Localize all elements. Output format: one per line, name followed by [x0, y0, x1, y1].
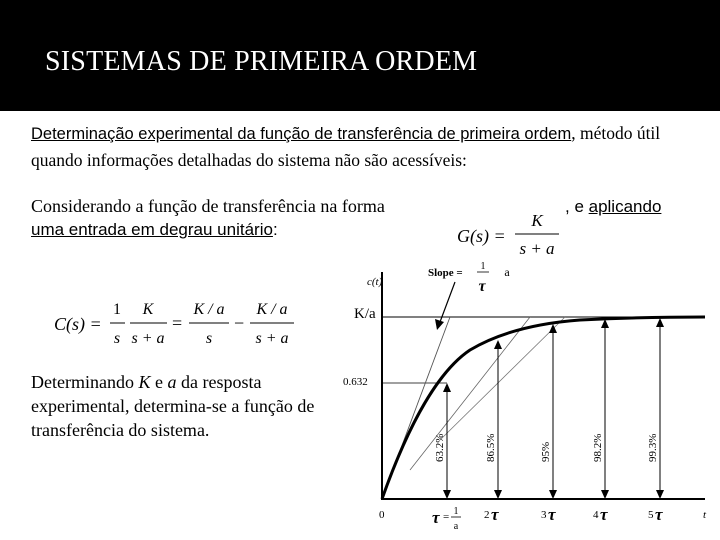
slope-tau: τ — [478, 278, 486, 295]
tau-equals: = — [443, 511, 450, 523]
consider-after-underlined: aplicando — [588, 197, 662, 216]
slope-num: 1 — [480, 261, 486, 272]
y-axis-label: c(t) — [367, 276, 383, 288]
tick-4tau-sym: τ — [600, 505, 608, 524]
percent-marker-1 — [434, 383, 451, 499]
tick-5tau-coef: 5 — [648, 509, 654, 521]
slope-a: a — [504, 265, 510, 279]
level-632-label: 0.632 — [343, 376, 368, 388]
step-input-suffix: : — [272, 220, 278, 239]
x-axis-label: t — [703, 509, 707, 521]
percent-label-3: 95% — [540, 441, 552, 462]
slope-arrow — [440, 282, 455, 322]
tick-3tau-sym: τ — [548, 505, 556, 524]
percent-label-1: 63.2% — [434, 433, 446, 462]
c-f3-den: s — [205, 330, 213, 347]
step-input-underlined: uma entrada em degrau unitário — [31, 220, 273, 239]
tau-den: a — [453, 521, 459, 532]
c-f1-den: s — [113, 330, 121, 347]
c-f4-num: K / a — [256, 301, 288, 318]
slope-label: Slope = — [428, 267, 463, 279]
tick-2tau-coef: 2 — [484, 509, 490, 521]
c-f1-num: 1 — [113, 301, 121, 318]
conclusion-suffix: da resposta experimental, determina-se a função de transferência do sistema. — [31, 372, 315, 440]
consider-after-prefix: , e — [565, 197, 589, 216]
slope-arrow-head — [435, 319, 444, 330]
percent-label-5: 99.3% — [647, 433, 659, 462]
conclusion-prefix: Determinando — [31, 372, 139, 392]
g-lhs: G(s) = — [457, 226, 506, 246]
g-denominator: s + a — [519, 239, 555, 258]
percent-marker-4 — [592, 319, 609, 499]
response-curve — [382, 317, 705, 499]
tick-4tau-coef: 4 — [593, 509, 599, 521]
c-lhs: C(s) = — [54, 314, 102, 334]
tangent-line — [410, 317, 530, 470]
percent-label-2: 86.5% — [485, 433, 497, 462]
percent-marker-5 — [647, 318, 664, 499]
c-f2-num: K — [142, 301, 154, 318]
c-f3-num: K / a — [193, 301, 225, 318]
intro-underlined: Determinação experimental da função de transferência de primeira ordem — [31, 125, 572, 143]
tick-2tau-sym: τ — [491, 505, 499, 524]
tick-3tau-coef: 3 — [541, 509, 547, 521]
c-equals: = — [172, 313, 183, 333]
percentage-markers — [434, 318, 664, 499]
conclusion-a: a — [167, 372, 177, 392]
g-numerator: K — [531, 211, 543, 230]
tau-symbol: τ — [432, 508, 440, 527]
c-f4-den: s + a — [255, 330, 289, 347]
paragraph-consider-line1: Considerando a função de transferência na forma — [31, 196, 385, 216]
origin-label: 0 — [379, 509, 385, 521]
slide-title: SISTEMAS DE PRIMEIRA ORDEM — [45, 46, 478, 77]
percent-marker-3 — [540, 324, 557, 499]
tau-num: 1 — [453, 506, 459, 517]
conclusion-k: K — [138, 372, 151, 392]
percent-label-4: 98.2% — [592, 433, 604, 462]
tick-5tau-sym: τ — [655, 505, 663, 524]
intro-rest: , método útil quando informações detalhadas do sistema não são acessíveis: — [31, 123, 661, 170]
c-minus: − — [234, 313, 245, 333]
c-f2-den: s + a — [131, 330, 165, 347]
conclusion-middle: e — [150, 372, 168, 392]
final-value-label: K/a — [354, 306, 376, 322]
